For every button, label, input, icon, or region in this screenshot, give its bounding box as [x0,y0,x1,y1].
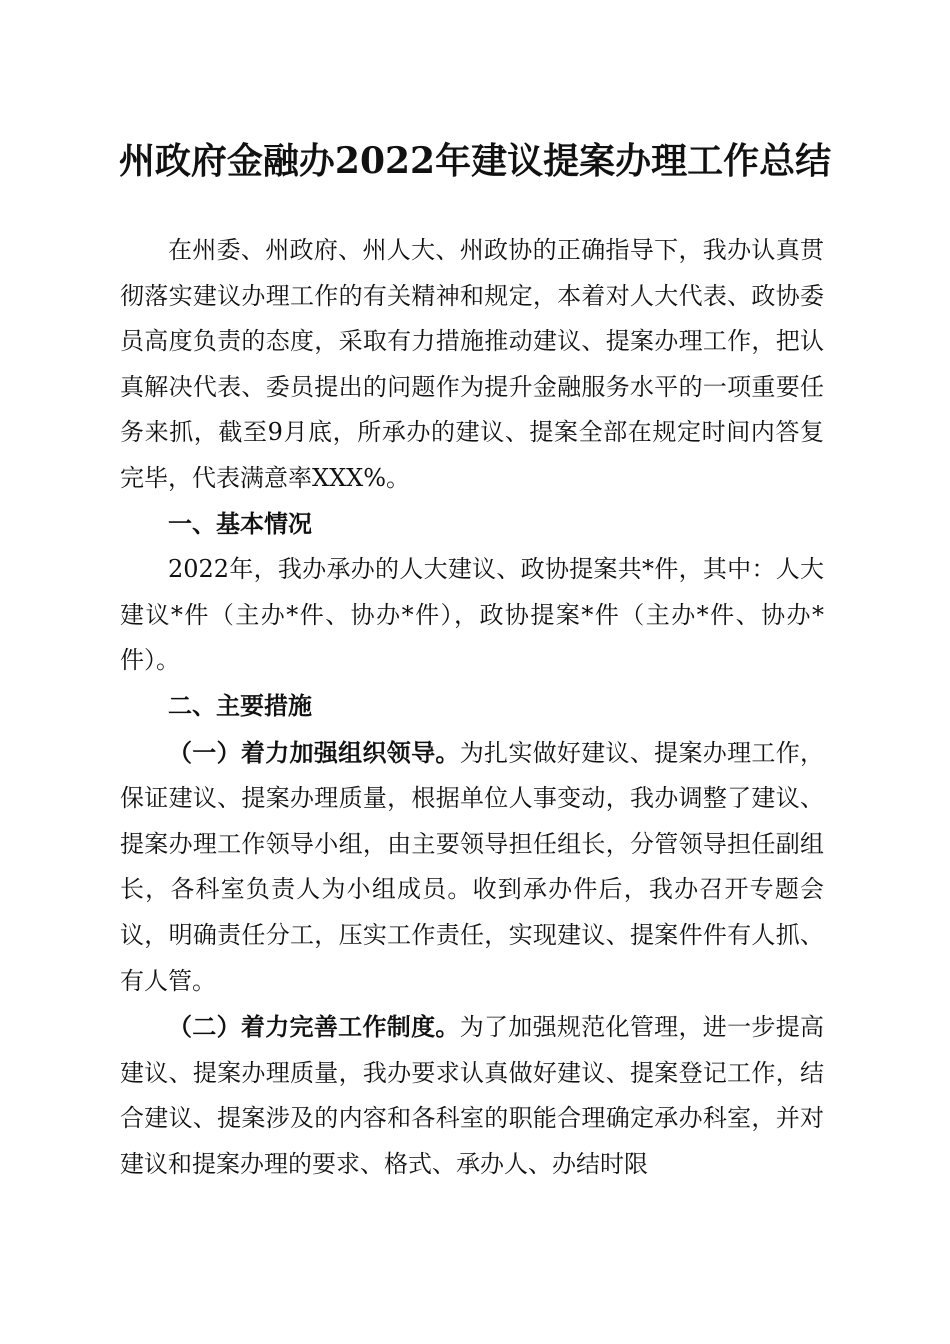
measure-paragraph-1 [120,730,824,1005]
document-title: 州政府金融办2022年建议提案办理工作总结 [118,140,832,182]
section-heading-basic: 一、基本情况 [168,509,312,538]
section-heading-measures: 二、主要措施 [168,691,312,720]
measure-text-1: 为扎实做好建议、提案办理工作，保证建议、提案办理质量，根据单位人事变动，我办调整了建议、提案办理工作领导小组，由主要领导担任组长，分管领导担任副组长，各科室负责人为小组成员。收到承办件后，我办召开专题会议，明确责任分工，压实工作责任，实现建议、提案件件有人抓、有人管。 [120,738,825,995]
measure-label-2: （二）着力完善工作制度。 [168,1012,460,1042]
basic-situation-paragraph: 2022年，我办承办的人大建议、政协提案共*件，其中：人大建议*件（主办*件、协办*件），政协提案*件（主办*件、协办*件）。 [120,555,824,675]
measure-text-2: 为了加强规范化管理，进一步提高建议、提案办理质量，我办要求认真做好建议、提案登记工作，结合建议、提案涉及的内容和各科室的职能合理确定承办科室，并对建议和提案办理的要求、格式、承办人、办结时限 [120,1013,825,1178]
measure-paragraph-2 [120,1004,824,1187]
intro-paragraph: 在州委、州政府、州人大、州政协的正确指导下，我办认真贯彻落实建议办理工作的有关精神和规定，本着对人大代表、政协委员高度负责的态度，采取有力措施推动建议、提案办理工作，把认真解决代表、委员提出的问题作为提升金融服务水平的一项重要任务来抓，截至9月底，所承办的建议、提案全部在规定时间内答复完毕，代表满意率XXX%。 [120,236,824,492]
document-body [120,228,824,1187]
measure-label-1: （一）着力加强组织领导。 [168,737,460,767]
